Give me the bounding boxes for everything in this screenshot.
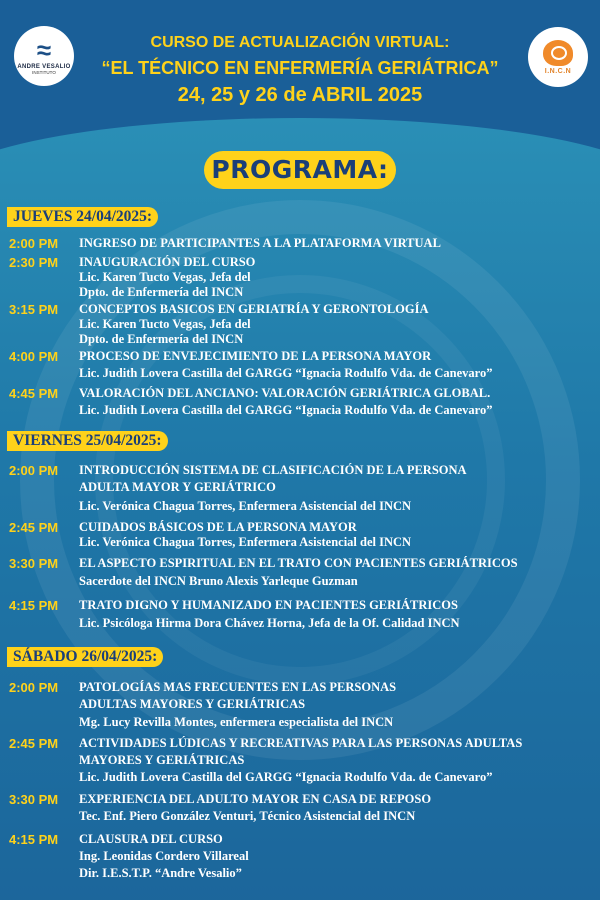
session-speaker: Dir. I.E.S.T.P. “Andre Vesalio” [79,866,242,880]
session-time: 4:15 PM [9,598,59,613]
session-title: INTRODUCCIÓN SISTEMA DE CLASIFICACIÓN DE LA PERSONA [79,463,467,477]
session-time: 3:15 PM [9,302,59,317]
session-speaker: Lic. Psicóloga Hirma Dora Chávez Horna, Jefa de la Of. Calidad INCN [79,616,460,630]
session-time: 2:00 PM [9,463,59,478]
session-title: VALORACIÓN DEL ANCIANO: VALORACIÓN GERIÁTRICA GLOBAL. [79,386,491,400]
session-title: TRATO DIGNO Y HUMANIZADO EN PACIENTES GERIÁTRICOS [79,598,458,612]
session-time: 4:45 PM [9,386,59,401]
session-title: MAYORES Y GERIÁTRICAS [79,753,245,767]
day-label-sabado: SÁBADO 26/04/2025: [7,647,163,667]
session-speaker: Lic. Verónica Chagua Torres, Enfermera Asistencial del INCN [79,535,412,549]
session-time: 2:45 PM [9,520,59,535]
session-time: 4:15 PM [9,832,59,847]
andre-vesalio-logo-sub: INSTITUTO [32,69,56,75]
session-time: 2:45 PM [9,736,59,751]
session-time: 4:00 PM [9,349,59,364]
session-time: 3:30 PM [9,792,59,807]
session-time: 3:30 PM [9,556,59,571]
session-title: PATOLOGÍAS MAS FRECUENTES EN LAS PERSONAS [79,680,397,694]
session-speaker: Lic. Karen Tucto Vegas, Jefa del [79,317,251,331]
incn-logo-name: I.N.C.N [544,67,572,75]
session-time: 2:00 PM [9,680,59,695]
day-label-viernes: VIERNES 25/04/2025: [7,431,168,451]
session-speaker: Tec. Enf. Piero González Venturi, Técnico Asistencial del INCN [79,809,416,823]
session-title: INAUGURACIÓN DEL CURSO [79,255,256,269]
session-speaker: Lic. Judith Lovera Castilla del GARGG “Ignacia Rodulfo Vda. de Canevaro” [79,366,493,380]
session-title: EL ASPECTO ESPIRITUAL EN EL TRATO CON PACIENTES GERIÁTRICOS [79,556,518,570]
incn-logo [528,27,588,87]
session-speaker: Lic. Verónica Chagua Torres, Enfermera Asistencial del INCN [79,499,412,513]
session-speaker: Lic. Judith Lovera Castilla del GARGG “Ignacia Rodulfo Vda. de Canevaro” [79,403,493,417]
course-title-heading: “EL TÉCNICO EN ENFERMERÍA GERIÁTRICA” [101,58,499,78]
program-title: PROGRAMA: [204,151,396,189]
session-title: INGRESO DE PARTICIPANTES A LA PLATAFORMA VIRTUAL [79,236,441,250]
session-speaker: Ing. Leonidas Cordero Villareal [79,849,249,863]
session-time: 2:00 PM [9,236,59,251]
head-profile-icon [543,40,573,66]
session-title: ADULTAS MAYORES Y GERIÁTRICAS [79,697,306,711]
session-title: ACTIVIDADES LÚDICAS Y RECREATIVAS PARA LAS PERSONAS ADULTAS [79,736,523,750]
session-title: CONCEPTOS BASICOS EN GERIATRÍA Y GERONTOLOGÍA [79,302,429,316]
session-speaker: Lic. Karen Tucto Vegas, Jefa del [79,270,251,284]
day-label-jueves: JUEVES 24/04/2025: [7,207,158,227]
session-speaker: Lic. Judith Lovera Castilla del GARGG “Ignacia Rodulfo Vda. de Canevaro” [79,770,493,784]
andre-vesalio-logo-icon: ≈ [36,34,52,65]
session-title: EXPERIENCIA DEL ADULTO MAYOR EN CASA DE REPOSO [79,792,432,806]
session-speaker: Dpto. de Enfermería del INCN [79,332,244,346]
course-type-heading: CURSO DE ACTUALIZACIÓN VIRTUAL: [150,34,450,51]
andre-vesalio-logo-name: ANDRE VESALIO [17,63,71,70]
session-speaker: Dpto. de Enfermería del INCN [79,285,244,299]
session-title: ADULTA MAYOR Y GERIÁTRICO [79,480,276,494]
session-title: PROCESO DE ENVEJECIMIENTO DE LA PERSONA MAYOR [79,349,432,363]
session-speaker: Mg. Lucy Revilla Montes, enfermera especialista del INCN [79,715,394,729]
session-title: CLAUSURA DEL CURSO [79,832,223,846]
session-time: 2:30 PM [9,255,59,270]
session-speaker: Sacerdote del INCN Bruno Alexis Yarleque Guzman [79,574,358,588]
andre-vesalio-logo [14,26,74,86]
session-title: CUIDADOS BÁSICOS DE LA PERSONA MAYOR [79,520,357,534]
course-dates-heading: 24, 25 y 26 de ABRIL 2025 [177,84,423,106]
